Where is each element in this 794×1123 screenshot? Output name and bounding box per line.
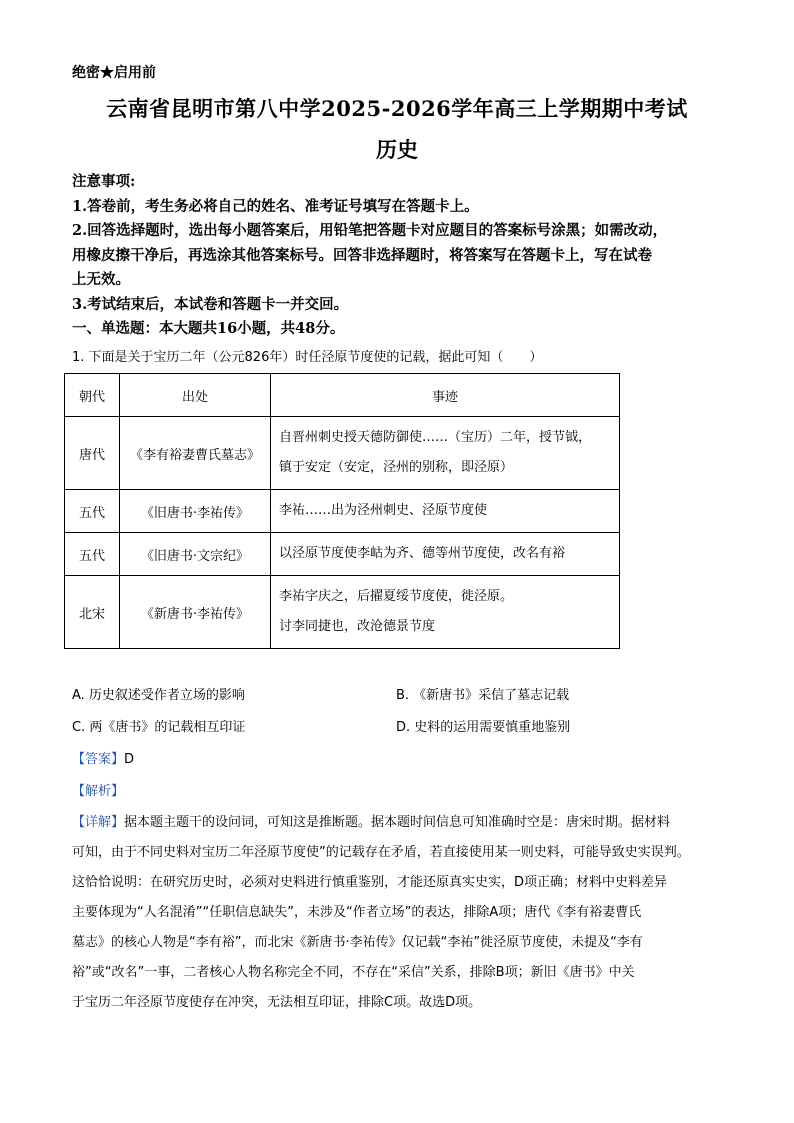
- answer-tag: 【答案】: [72, 752, 125, 767]
- option-c[interactable]: C. 两《唐书》的记载相互印证: [72, 720, 246, 735]
- detail-line: 主要体现为“人名混淆”“任职信息缺失”，未涉及“作者立场”的表达，排除A项；唐代《李有裕妻曹氏: [72, 905, 642, 920]
- deed-line: 自晋州刺史授天德防御使……（宝历）二年，授节钺，: [279, 430, 592, 445]
- cell-dynasty: 唐代: [65, 417, 120, 490]
- detail-line: 裕”或“改名”一事，二者核心人物名称完全不同，不存在“采信”关系，排除B项；新旧《唐书》中关: [72, 965, 635, 980]
- cell-source: 《旧唐书·文宗纪》: [120, 533, 271, 576]
- note-line: 上无效。: [72, 271, 130, 288]
- header-dynasty: 朝代: [65, 374, 120, 417]
- question-stem: 1. 下面是关于宝历二年（公元826年）时任泾原节度使的记载，据此可知（ ）: [72, 350, 543, 365]
- cell-deed: 李祐……出为泾州刺史、泾原节度使: [271, 490, 620, 533]
- notes-section: [72, 170, 732, 342]
- answer-line: [72, 748, 134, 767]
- cell-deed: [271, 576, 620, 649]
- answer-value: D: [124, 752, 135, 767]
- exam-title: 云南省昆明市第八中学2025-2026学年高三上学期期中考试: [106, 96, 688, 121]
- detail-line: 墓志》的核心人物是“李有裕”，而北宋《新唐书·李祐传》仅记载“李祐”徙泾原节度使，未提及“李有: [72, 935, 643, 950]
- deed-line: 李祐字庆之，后擢夏绥节度使，徙泾原。: [279, 589, 514, 604]
- table-row: [65, 533, 620, 576]
- cell-source: 《新唐书·李祐传》: [120, 576, 271, 649]
- cell-deed: [271, 417, 620, 490]
- table-row: [65, 576, 620, 649]
- note-line: 用橡皮擦干净后，再选涂其他答案标号。回答非选择题时，将答案写在答题卡上，写在试卷: [72, 246, 652, 264]
- note-line: 2.回答选择题时，选出每小题答案后，用铅笔把答题卡对应题目的答案标号涂黑；如需改动，: [72, 222, 668, 239]
- cell-dynasty: 五代: [65, 490, 120, 533]
- header-deed: 事迹: [271, 374, 620, 417]
- analysis-tag: 【解析】: [72, 784, 125, 799]
- option-a[interactable]: A. 历史叙述受作者立场的影响: [72, 688, 245, 703]
- detail-explanation: [72, 808, 736, 1018]
- cell-dynasty: 五代: [65, 533, 120, 576]
- analysis-heading: [72, 780, 124, 799]
- detail-tag: 【详解】: [72, 815, 125, 830]
- cell-deed: 以泾原节度使李岵为齐、德等州节度使，改名有裕: [271, 533, 620, 576]
- note-line: 3.考试结束后，本试卷和答题卡一并交回。: [72, 295, 349, 313]
- cell-source: 《旧唐书·李祐传》: [120, 490, 271, 533]
- deed-line: 镇于安定（安定，泾州的别称，即泾原）: [279, 460, 514, 475]
- section-heading: 一、单选题：本大题共16小题，共48分。: [72, 320, 345, 337]
- cell-dynasty: 北宋: [65, 576, 120, 649]
- detail-line: 这恰恰说明：在研究历史时，必须对史料进行慎重鉴别，才能还原真实史实，D项正确；材料中史料差异: [72, 875, 668, 890]
- detail-line: [72, 808, 736, 838]
- detail-line: 于宝历二年泾原节度使存在冲突，无法相互印证，排除C项。故选D项。: [72, 995, 482, 1010]
- deed-line: 讨李同捷也，改沧德景节度: [279, 619, 436, 634]
- option-d[interactable]: D. 史料的运用需要慎重地鉴别: [396, 720, 571, 735]
- cell-source: 《李有裕妻曹氏墓志》: [120, 417, 271, 490]
- notes-heading: 注意事项:: [72, 173, 136, 190]
- note-line: 1.答卷前，考生务必将自己的姓名、准考证号填写在答题卡上。: [72, 197, 479, 215]
- detail-line: 可知，由于不同史料对宝历二年泾原节度使”的记载存在矛盾，若直接使用某一则史料，可能导致史实误判。: [72, 845, 690, 860]
- table-row: [65, 417, 620, 490]
- confidential-label: 绝密★启用前: [72, 65, 156, 81]
- table-row: [65, 490, 620, 533]
- subject-title: 历史: [376, 137, 418, 162]
- table-header-row: [65, 374, 620, 417]
- detail-text: 据本题主题干的设问词，可知这是推断题。据本题时间信息可知准确时空是：唐宋时期。据材料: [124, 815, 671, 830]
- header-source: 出处: [120, 374, 271, 417]
- option-b[interactable]: B. 《新唐书》采信了墓志记载: [396, 688, 570, 703]
- source-table: [64, 373, 620, 649]
